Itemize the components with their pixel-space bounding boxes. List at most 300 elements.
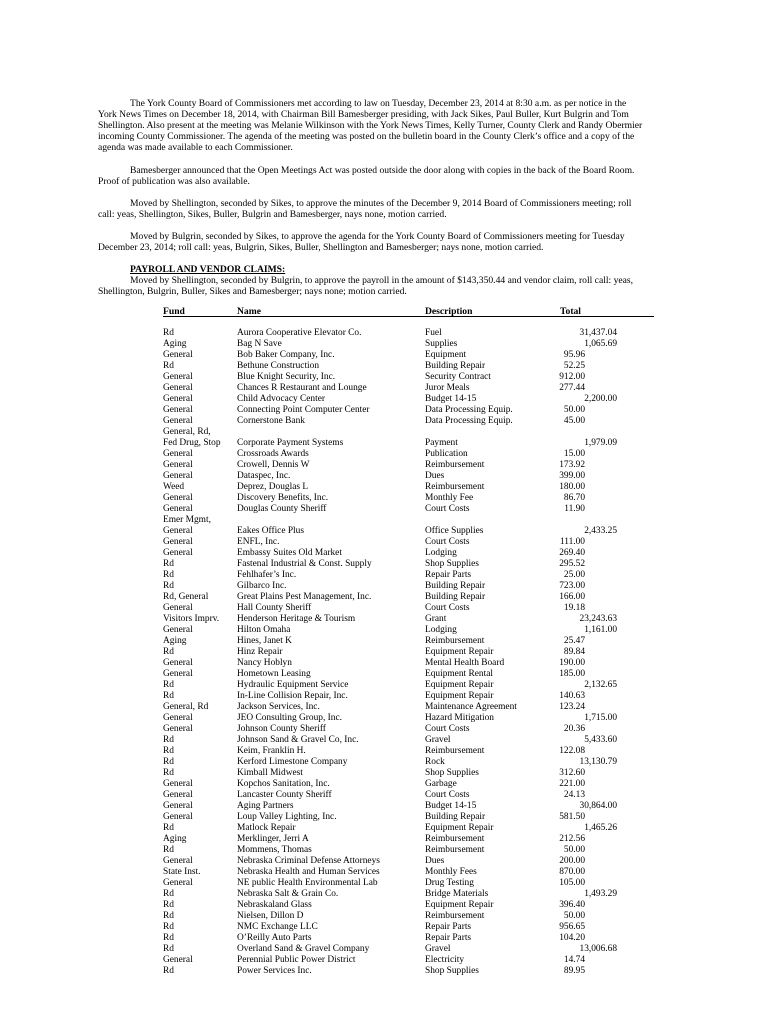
cell-name: Power Services Inc.	[237, 966, 312, 976]
cell-name: Henderson Heritage & Tourism	[237, 614, 356, 624]
table-row	[0, 570, 770, 581]
cell-total: 50.00	[563, 911, 585, 921]
cell-fund: State Inst.	[163, 867, 201, 877]
cell-fund: Rd	[163, 889, 174, 899]
cell-name: Embassy Suites Old Market	[237, 548, 342, 558]
cell-fund: Rd	[163, 559, 174, 569]
cell-total: 581.50	[559, 812, 585, 822]
table-row	[0, 328, 770, 339]
cell-description: Equipment Repair	[425, 823, 494, 833]
cell-fund: General, Rd	[163, 702, 209, 712]
cell-name: Aging Partners	[237, 801, 294, 811]
cell-total: 25.00	[563, 570, 585, 580]
cell-description: Court Costs	[425, 504, 470, 514]
cell-description: Drug Testing	[425, 878, 474, 888]
table-row	[0, 559, 770, 570]
cell-name: Chances R Restaurant and Lounge	[237, 383, 367, 393]
table-row	[0, 702, 770, 713]
table-row	[0, 471, 770, 482]
table-row	[0, 944, 770, 955]
cell-description: Hazard Mitigation	[425, 713, 494, 723]
table-row	[0, 779, 770, 790]
table-row	[0, 526, 770, 537]
cell-fund: Rd	[163, 966, 174, 976]
cell-description: Reimbursement	[425, 636, 485, 646]
cell-description: Supplies	[425, 339, 458, 349]
table-row	[0, 900, 770, 911]
cell-description: Building Repair	[425, 812, 486, 822]
cell-name: Deprez, Douglas L	[237, 482, 309, 492]
cell-name: Aurora Cooperative Elevator Co.	[237, 328, 362, 338]
column-header-name: Name	[237, 306, 261, 317]
cell-fund: General	[163, 801, 193, 811]
cell-description: Security Contract	[425, 372, 491, 382]
cell-total: 312.60	[559, 768, 585, 778]
cell-fund: General	[163, 394, 193, 404]
table-row	[0, 361, 770, 372]
table-row	[0, 592, 770, 603]
cell-total: 19.18	[563, 603, 585, 613]
cell-description: Court Costs	[425, 790, 470, 800]
cell-name: Hometown Leasing	[237, 669, 311, 679]
cell-fund: General	[163, 416, 193, 426]
cell-description: Building Repair	[425, 581, 486, 591]
cell-name: Kopchos Sanitation, Inc.	[237, 779, 330, 789]
cell-description: Building Repair	[425, 592, 486, 602]
table-row	[0, 614, 770, 625]
cell-description: Equipment Repair	[425, 680, 494, 690]
cell-total: 15.00	[563, 449, 585, 459]
table-row	[0, 658, 770, 669]
cell-total: 140.63	[559, 691, 585, 701]
cell-description: Data Processing Equip.	[425, 416, 513, 426]
table-row	[0, 922, 770, 933]
cell-description: Publication	[425, 449, 468, 459]
cell-total: 1,493.29	[584, 889, 617, 899]
cell-name: JEO Consulting Group, Inc.	[237, 713, 342, 723]
cell-name: Fehlhafer’s Inc.	[237, 570, 297, 580]
cell-total: 1,715.00	[584, 713, 617, 723]
cell-total: 180.00	[559, 482, 585, 492]
cell-description: Court Costs	[425, 537, 470, 547]
table-row	[0, 636, 770, 647]
cell-description: Repair Parts	[425, 570, 472, 580]
table-row	[0, 801, 770, 812]
cell-name: Hilton Omaha	[237, 625, 291, 635]
cell-fund: General	[163, 713, 193, 723]
cell-total: 1,065.69	[584, 339, 617, 349]
cell-fund: Rd	[163, 768, 174, 778]
cell-description: Mental Health Board	[425, 658, 505, 668]
table-row	[0, 691, 770, 702]
cell-description: Repair Parts	[425, 922, 472, 932]
cell-fund: Rd	[163, 757, 174, 767]
cell-name: Gilbarco Inc.	[237, 581, 287, 591]
table-row	[0, 625, 770, 636]
cell-total: 1,465.26	[584, 823, 617, 833]
cell-fund: General	[163, 537, 193, 547]
cell-fund: General	[163, 350, 193, 360]
cell-description: Dues	[425, 471, 445, 481]
cell-name: Hinz Repair	[237, 647, 283, 657]
cell-name: Jackson Services, Inc.	[237, 702, 320, 712]
cell-description: Budget 14-15	[425, 394, 477, 404]
paragraph-claims-motion: Moved by Shellington, seconded by Bulgrin, to approve the payroll in the amount of $143,350.44 and vendor claim, roll call: yeas, Shellington, Bulgrin, Buller, Sikes and Bamesberger; nays none; motion carried.	[98, 275, 634, 298]
cell-total: 25.47	[563, 636, 585, 646]
table-row	[0, 834, 770, 845]
table-row	[0, 933, 770, 944]
cell-total: 86.70	[563, 493, 585, 503]
paragraph-open-meetings: Bamesberger announced that the Open Meetings Act was posted outside the door along with copies in the back of the Board Room. Proof of publication was also available.	[98, 165, 635, 188]
cell-description: Court Costs	[425, 603, 470, 613]
cell-name: Nancy Hoblyn	[237, 658, 292, 668]
cell-name: Bob Baker Company, Inc.	[237, 350, 335, 360]
table-row	[0, 493, 770, 504]
table-row	[0, 383, 770, 394]
cell-total: 185.00	[559, 669, 585, 679]
cell-name: Douglas County Sheriff	[237, 504, 327, 514]
table-row	[0, 460, 770, 471]
table-row	[0, 812, 770, 823]
claims-table	[0, 328, 770, 977]
cell-fund: Rd	[163, 328, 174, 338]
cell-fund: General	[163, 878, 193, 888]
cell-name: Hydraulic Equipment Service	[237, 680, 349, 690]
cell-name: Nielsen, Dillon D	[237, 911, 304, 921]
cell-description: Fuel	[425, 328, 442, 338]
cell-total: 50.00	[563, 405, 585, 415]
cell-name: Cornerstone Bank	[237, 416, 305, 426]
table-row	[0, 427, 770, 438]
cell-description: Rock	[425, 757, 445, 767]
cell-total: 20.36	[563, 724, 585, 734]
table-row	[0, 955, 770, 966]
table-row	[0, 867, 770, 878]
cell-total: 2,200.00	[584, 394, 617, 404]
table-row	[0, 515, 770, 526]
cell-description: Building Repair	[425, 361, 486, 371]
cell-total: 104.20	[559, 933, 585, 943]
cell-name: In-Line Collision Repair, Inc.	[237, 691, 348, 701]
cell-description: Lodging	[425, 548, 457, 558]
cell-name: Bag N Save	[237, 339, 282, 349]
column-header-fund: Fund	[163, 306, 185, 317]
column-header-description: Description	[425, 306, 473, 317]
table-row	[0, 350, 770, 361]
cell-total: 190.00	[559, 658, 585, 668]
table-row	[0, 724, 770, 735]
cell-fund: Rd	[163, 823, 174, 833]
cell-fund: Rd	[163, 922, 174, 932]
cell-fund: Rd	[163, 933, 174, 943]
cell-name: NMC Exchange LLC	[237, 922, 318, 932]
cell-name: Nebraska Criminal Defense Attorneys	[237, 856, 380, 866]
cell-name: Corporate Payment Systems	[237, 438, 344, 448]
table-row	[0, 603, 770, 614]
cell-total: 14.74	[563, 955, 585, 965]
table-row	[0, 449, 770, 460]
cell-total: 2,433.25	[584, 526, 617, 536]
cell-total: 31,437.04	[579, 328, 617, 338]
cell-name: Loup Valley Lighting, Inc.	[237, 812, 337, 822]
cell-description: Juror Meals	[425, 383, 470, 393]
cell-name: Dataspec, Inc.	[237, 471, 291, 481]
cell-total: 870.00	[559, 867, 585, 877]
cell-name: Mommens, Thomas	[237, 845, 312, 855]
cell-fund: General	[163, 405, 193, 415]
table-row	[0, 581, 770, 592]
cell-fund: Rd	[163, 845, 174, 855]
cell-fund: General	[163, 493, 193, 503]
cell-fund: Rd	[163, 581, 174, 591]
cell-fund: Rd	[163, 735, 174, 745]
table-row	[0, 669, 770, 680]
cell-fund: Rd	[163, 570, 174, 580]
cell-description: Dues	[425, 856, 445, 866]
cell-fund: General	[163, 625, 193, 635]
cell-description: Equipment Rental	[425, 669, 493, 679]
cell-total: 23,243.63	[579, 614, 617, 624]
cell-fund: General	[163, 460, 193, 470]
cell-name: Blue Knight Security, Inc.	[237, 372, 336, 382]
cell-name: Great Plains Pest Management, Inc.	[237, 592, 372, 602]
cell-description: Reimbursement	[425, 460, 485, 470]
cell-total: 173.92	[559, 460, 585, 470]
header-underline	[163, 316, 654, 317]
cell-fund: Emer Mgmt,	[163, 515, 211, 525]
cell-fund: Rd	[163, 746, 174, 756]
cell-fund: General	[163, 812, 193, 822]
cell-total: 200.00	[559, 856, 585, 866]
cell-fund: Rd, General	[163, 592, 209, 602]
table-row	[0, 537, 770, 548]
cell-fund: Weed	[163, 482, 185, 492]
cell-total: 1,979.09	[584, 438, 617, 448]
cell-description: Reimbursement	[425, 845, 485, 855]
cell-name: Fastenal Industrial & Const. Supply	[237, 559, 372, 569]
table-row	[0, 339, 770, 350]
cell-name: Kimball Midwest	[237, 768, 303, 778]
cell-name: Nebraskaland Glass	[237, 900, 312, 910]
cell-fund: General	[163, 548, 193, 558]
cell-total: 221.00	[559, 779, 585, 789]
cell-fund: Rd	[163, 647, 174, 657]
cell-description: Monthly Fee	[425, 493, 474, 503]
cell-total: 166.00	[559, 592, 585, 602]
cell-description: Repair Parts	[425, 933, 472, 943]
cell-total: 723.00	[559, 581, 585, 591]
cell-fund: General	[163, 955, 193, 965]
cell-total: 45.00	[563, 416, 585, 426]
cell-name: Hall County Sheriff	[237, 603, 312, 613]
table-row	[0, 504, 770, 515]
cell-fund: Rd	[163, 691, 174, 701]
cell-fund: General	[163, 526, 193, 536]
table-row	[0, 713, 770, 724]
cell-name: Hines, Janet K	[237, 636, 292, 646]
table-row	[0, 845, 770, 856]
cell-total: 13,130.79	[579, 757, 617, 767]
cell-fund: Visitors Imprv.	[163, 614, 220, 624]
table-row	[0, 889, 770, 900]
table-row	[0, 768, 770, 779]
table-row	[0, 482, 770, 493]
table-row	[0, 966, 770, 977]
cell-name: Kerford Limestone Company	[237, 757, 348, 767]
cell-total: 30,864.00	[579, 801, 617, 811]
cell-total: 2,132.65	[584, 680, 617, 690]
table-row	[0, 405, 770, 416]
cell-description: Gravel	[425, 944, 451, 954]
cell-total: 95.96	[563, 350, 585, 360]
cell-description: Electricity	[425, 955, 465, 965]
paragraph-agenda-motion: Moved by Bulgrin, seconded by Sikes, to approve the agenda for the York County Board of Commissioners meeting for Tuesday December 23, 2014; roll call: yeas, Bulgrin, Sikes, Buller, Shellington and Bamesberger; nays none, motion carried.	[98, 231, 625, 254]
table-row	[0, 372, 770, 383]
table-row	[0, 856, 770, 867]
cell-description: Reimbursement	[425, 746, 485, 756]
cell-description: Bridge Materials	[425, 889, 489, 899]
table-row	[0, 647, 770, 658]
cell-total: 399.00	[559, 471, 585, 481]
cell-name: NE public Health Environmental Lab	[237, 878, 378, 888]
cell-description: Equipment Repair	[425, 647, 494, 657]
cell-fund: Rd	[163, 361, 174, 371]
cell-description: Equipment Repair	[425, 691, 494, 701]
cell-total: 212.56	[559, 834, 585, 844]
cell-name: Johnson Sand & Gravel Co, Inc.	[237, 735, 359, 745]
cell-description: Budget 14-15	[425, 801, 477, 811]
cell-name: Bethune Construction	[237, 361, 320, 371]
cell-description: Garbage	[425, 779, 457, 789]
claims-heading: PAYROLL AND VENDOR CLAIMS:	[130, 264, 286, 275]
cell-fund: General	[163, 724, 193, 734]
cell-name: Lancaster County Sheriff	[237, 790, 332, 800]
cell-fund: General	[163, 603, 193, 613]
cell-total: 89.95	[563, 966, 585, 976]
cell-total: 956.65	[559, 922, 585, 932]
cell-fund: General	[163, 856, 193, 866]
cell-name: Johnson County Sheriff	[237, 724, 326, 734]
cell-description: Equipment	[425, 350, 467, 360]
cell-total: 50.00	[563, 845, 585, 855]
table-row	[0, 735, 770, 746]
cell-fund: Fed Drug, Stop	[163, 438, 221, 448]
cell-name: Connecting Point Computer Center	[237, 405, 370, 415]
cell-total: 24.13	[563, 790, 585, 800]
cell-name: ENFL, Inc.	[237, 537, 280, 547]
cell-name: Eakes Office Plus	[237, 526, 304, 536]
cell-fund: General	[163, 449, 193, 459]
cell-fund: General	[163, 383, 193, 393]
cell-description: Payment	[425, 438, 458, 448]
table-row	[0, 416, 770, 427]
cell-description: Monthly Fees	[425, 867, 477, 877]
cell-description: Shop Supplies	[425, 768, 479, 778]
cell-total: 11.90	[564, 504, 585, 514]
table-row	[0, 394, 770, 405]
cell-fund: Aging	[163, 339, 187, 349]
cell-fund: Aging	[163, 834, 187, 844]
paragraph-meeting-notice: The York County Board of Commissioners met according to law on Tuesday, December 23, 2014 at 8:30 a.m. as per notice in the York News Times on December 18, 2014, with Chairman Bill Bamesberger presiding, with Jack Sikes, Paul Buller, Kurt Bulgrin and Tom Shellington. Also present at the meeting was Melanie Wilkinson with the York News Times, Kelly Turner, County Clerk and Randy Obermier incoming County Commissioner. The agenda of the meeting was posted on the bulletin board in the County Clerk’s office and a copy of the agenda was made available to each Commissioner.	[98, 98, 643, 154]
cell-description: Shop Supplies	[425, 559, 479, 569]
cell-total: 111.00	[559, 537, 585, 547]
cell-total: 13,006.68	[579, 944, 617, 954]
cell-fund: General	[163, 372, 193, 382]
cell-name: Keim, Franklin H.	[237, 746, 306, 756]
cell-fund: Rd	[163, 944, 174, 954]
cell-total: 912.00	[559, 372, 585, 382]
cell-name: Overland Sand & Gravel Company	[237, 944, 370, 954]
cell-description: Reimbursement	[425, 482, 485, 492]
cell-description: Court Costs	[425, 724, 470, 734]
table-row	[0, 911, 770, 922]
cell-fund: General	[163, 504, 193, 514]
cell-fund: Rd	[163, 911, 174, 921]
cell-total: 5,433.60	[584, 735, 617, 745]
cell-fund: General, Rd,	[163, 427, 211, 437]
cell-description: Equipment Repair	[425, 900, 494, 910]
table-row	[0, 823, 770, 834]
table-row	[0, 790, 770, 801]
cell-name: O’Reilly Auto Parts	[237, 933, 312, 943]
table-row	[0, 680, 770, 691]
cell-total: 105.00	[559, 878, 585, 888]
column-header-total: Total	[560, 306, 581, 317]
cell-description: Gravel	[425, 735, 451, 745]
cell-description: Data Processing Equip.	[425, 405, 513, 415]
table-row	[0, 878, 770, 889]
cell-fund: Rd	[163, 680, 174, 690]
cell-name: Child Advocacy Center	[237, 394, 325, 404]
cell-fund: General	[163, 658, 193, 668]
cell-total: 122.08	[559, 746, 585, 756]
cell-total: 52.25	[563, 361, 585, 371]
cell-description: Lodging	[425, 625, 457, 635]
cell-name: Matlock Repair	[237, 823, 296, 833]
cell-total: 89.84	[563, 647, 585, 657]
cell-description: Shop Supplies	[425, 966, 479, 976]
cell-total: 1,161.00	[584, 625, 617, 635]
cell-description: Grant	[425, 614, 447, 624]
cell-name: Perennial Public Power District	[237, 955, 356, 965]
cell-fund: Aging	[163, 636, 187, 646]
cell-fund: General	[163, 669, 193, 679]
cell-total: 269.40	[559, 548, 585, 558]
cell-description: Reimbursement	[425, 834, 485, 844]
cell-description: Office Supplies	[425, 526, 484, 536]
cell-fund: General	[163, 790, 193, 800]
table-row	[0, 746, 770, 757]
table-row	[0, 438, 770, 449]
table-row	[0, 757, 770, 768]
cell-name: Discovery Benefits, Inc.	[237, 493, 329, 503]
cell-fund: General	[163, 779, 193, 789]
cell-name: Nebraska Salt & Grain Co.	[237, 889, 339, 899]
table-row	[0, 548, 770, 559]
cell-total: 123.24	[559, 702, 585, 712]
cell-name: Crowell, Dennis W	[237, 460, 310, 470]
cell-total: 396.40	[559, 900, 585, 910]
cell-name: Nebraska Health and Human Services	[237, 867, 380, 877]
cell-name: Crossroads Awards	[237, 449, 309, 459]
cell-fund: Rd	[163, 900, 174, 910]
cell-name: Merklinger, Jerri A	[237, 834, 309, 844]
cell-description: Maintenance Agreement	[425, 702, 517, 712]
cell-total: 295.52	[559, 559, 585, 569]
cell-description: Reimbursement	[425, 911, 485, 921]
paragraph-minutes-motion: Moved by Shellington, seconded by Sikes, to approve the minutes of the December 9, 2014 Board of Commissioners meeting; roll call: yeas, Shellington, Sikes, Buller, Bulgrin and Bamesberger, nays none, motion carried.	[98, 198, 632, 221]
cell-fund: General	[163, 471, 193, 481]
